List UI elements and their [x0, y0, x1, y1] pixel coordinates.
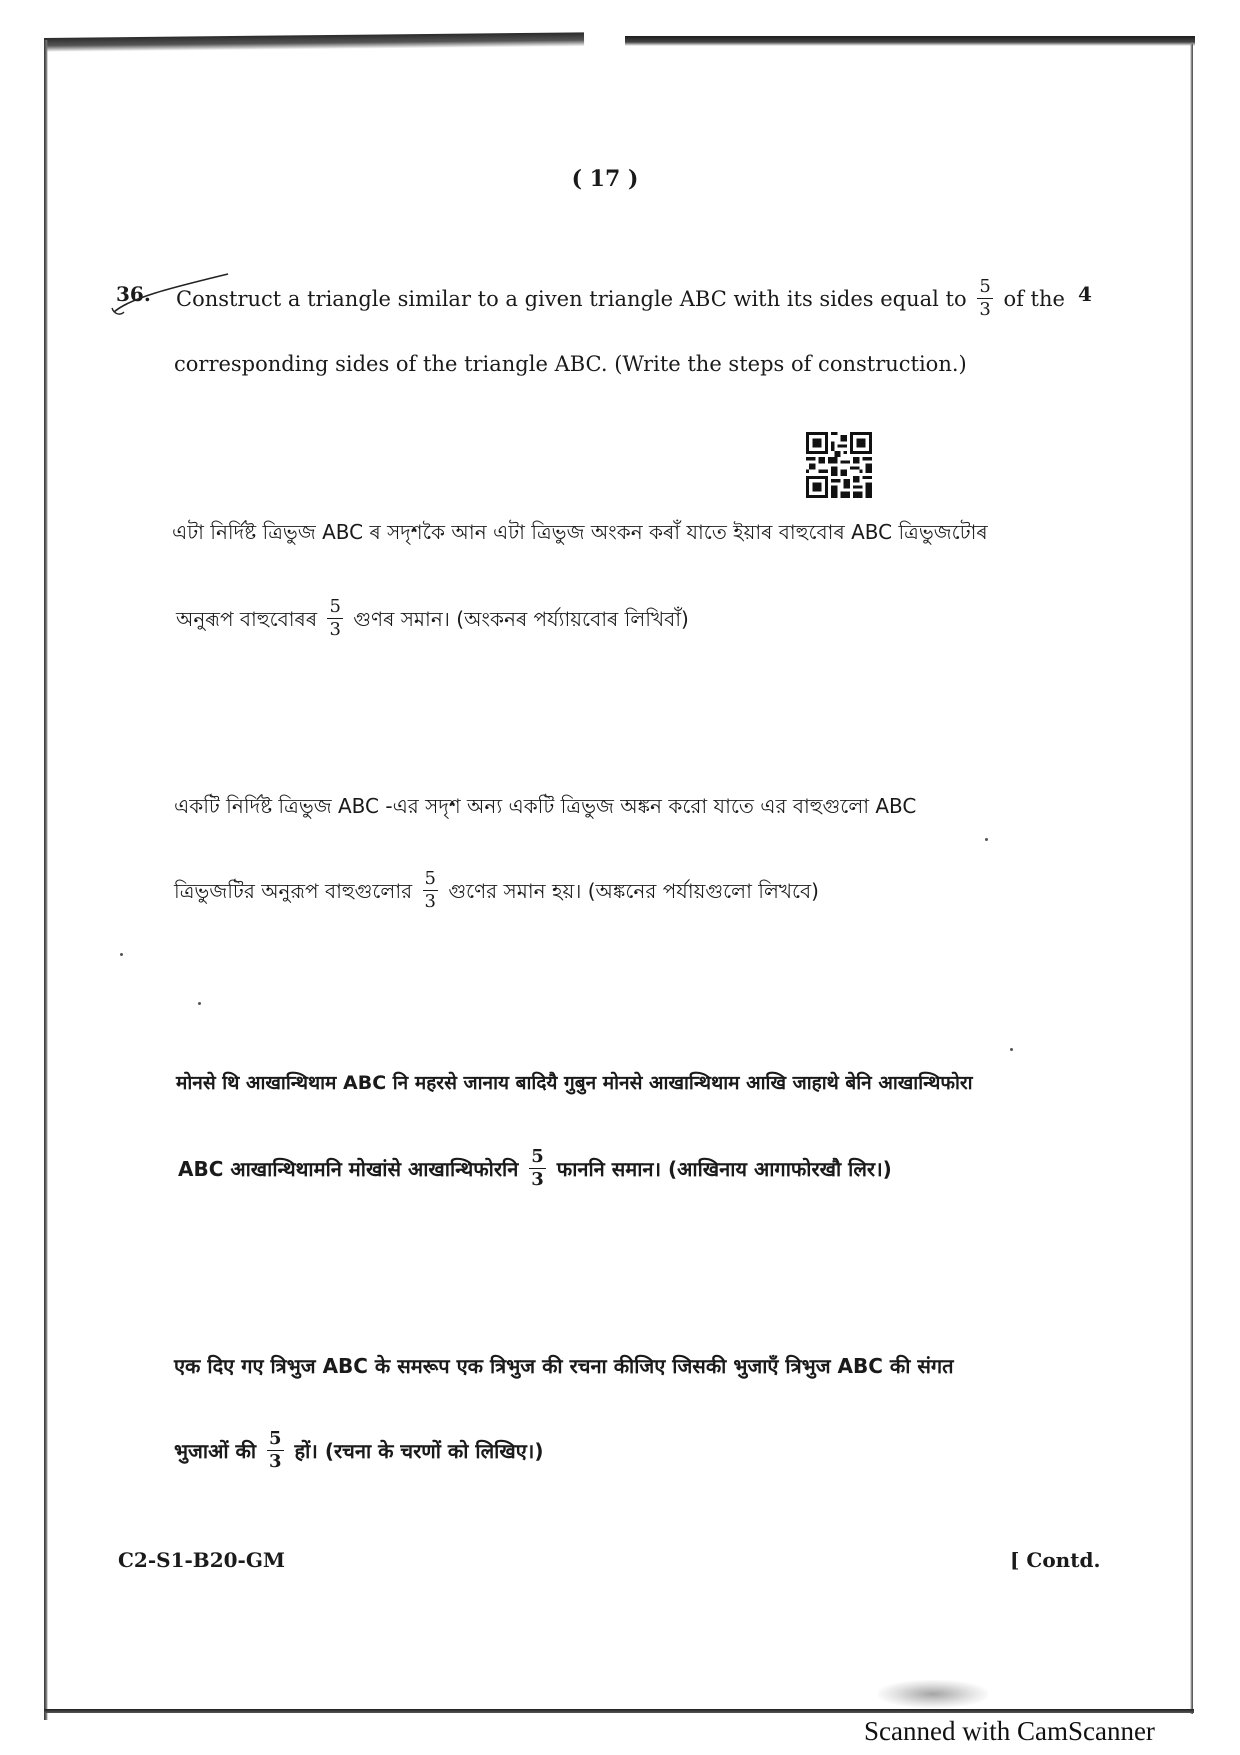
- bodo-line-2: [178, 1146, 892, 1191]
- assamese-text: অনুৰূপ বাহুবোৰৰ: [176, 607, 318, 631]
- english-text: of the: [1003, 287, 1065, 311]
- fraction-numerator: 5: [329, 596, 341, 617]
- assamese-line-1: এটা নিৰ্দিষ্ট ত্ৰিভুজ ABC ৰ সদৃশকৈ আন এটা ত্ৰিভুজ অংকন কৰাঁ যাতে ইয়াৰ বাহুবোৰ ABC ত্ৰিভুজটোৰ: [172, 520, 988, 544]
- english-line-2: corresponding sides of the triangle ABC. (Write the steps of construction.): [174, 352, 967, 376]
- scan-edge-left: [44, 40, 48, 1720]
- hindi-line-2: [174, 1428, 544, 1473]
- question-marks: 4: [1078, 282, 1092, 306]
- bengali-text: গুণের সমান হয়। (অঙ্কনের পর্যায়গুলো লিখবে): [448, 879, 819, 903]
- fraction-5-3: [327, 598, 342, 639]
- page-number: ( 17 ): [571, 166, 639, 192]
- hindi-text: हों। (रचना के चरणों को लिखिए।): [294, 1439, 544, 1463]
- bengali-line-2: [174, 868, 819, 913]
- scan-speck: [985, 838, 988, 841]
- bodo-line-1: मोनसे थि आखान्थिथाम ABC नि महरसे जानाय बादियै गुबुन मोनसे आखान्थिथाम आखि जाहाथे बेनि आखान्थिफोरा: [176, 1072, 973, 1094]
- fraction-denominator: 3: [531, 1169, 544, 1190]
- question-number: 36.: [116, 282, 151, 306]
- fraction-5-3: [977, 278, 992, 319]
- camscanner-watermark: Scanned with CamScanner: [864, 1716, 1155, 1746]
- english-line-1: [176, 276, 1065, 321]
- fraction-denominator: 3: [269, 1451, 282, 1472]
- scan-edge-top-left: [44, 32, 584, 52]
- fraction-denominator: 3: [424, 891, 436, 912]
- fraction-5-3: [267, 1430, 284, 1471]
- scan-speck: [120, 953, 123, 956]
- scan-smudge: [878, 1680, 988, 1708]
- scan-speck: [1010, 1048, 1013, 1051]
- fraction-numerator: 5: [531, 1146, 544, 1167]
- bodo-text: ABC आखान्थिथामनि मोखांसे आखान्थिफोरनि: [178, 1157, 519, 1181]
- fraction-5-3: [529, 1148, 546, 1189]
- fraction-numerator: 5: [269, 1428, 282, 1449]
- fraction-numerator: 5: [424, 868, 436, 889]
- hindi-text: भुजाओं की: [174, 1439, 257, 1463]
- bengali-text: ত্রিভুজটির অনুরূপ বাহুগুলোর: [174, 879, 413, 903]
- bengali-line-1: একটি নির্দিষ্ট ত্রিভুজ ABC -এর সদৃশ অন্য একটি ত্রিভুজ অঙ্কন করো যাতে এর বাহুগুলো ABC: [174, 794, 917, 818]
- fraction-denominator: 3: [979, 299, 991, 320]
- english-text: Construct a triangle similar to a given triangle ABC with its sides equal to: [176, 287, 967, 311]
- scan-edge-top-right: [625, 36, 1195, 46]
- hindi-line-1: एक दिए गए त्रिभुज ABC के समरूप एक त्रिभुज की रचना कीजिए जिसकी भुजाएँ त्रिभुज ABC की संगत: [174, 1354, 954, 1378]
- assamese-line-2: [176, 596, 689, 641]
- scan-edge-bottom: [44, 1709, 1194, 1713]
- scan-speck: [198, 1002, 201, 1005]
- fraction-5-3: [423, 870, 438, 911]
- bodo-text: फाननि समान। (आखिनाय आगाफोरखौ लिर।): [556, 1157, 892, 1181]
- paper-code: C2-S1-B20-GM: [118, 1548, 286, 1572]
- fraction-denominator: 3: [329, 619, 341, 640]
- assamese-text: গুণৰ সমান। (অংকনৰ পৰ্য্যায়বোৰ লিখিবাঁ): [353, 607, 689, 631]
- continued-label: [ Contd.: [1010, 1548, 1101, 1572]
- fraction-numerator: 5: [979, 276, 991, 297]
- scan-edge-right: [1190, 44, 1193, 1714]
- qr-code-icon: [806, 432, 872, 498]
